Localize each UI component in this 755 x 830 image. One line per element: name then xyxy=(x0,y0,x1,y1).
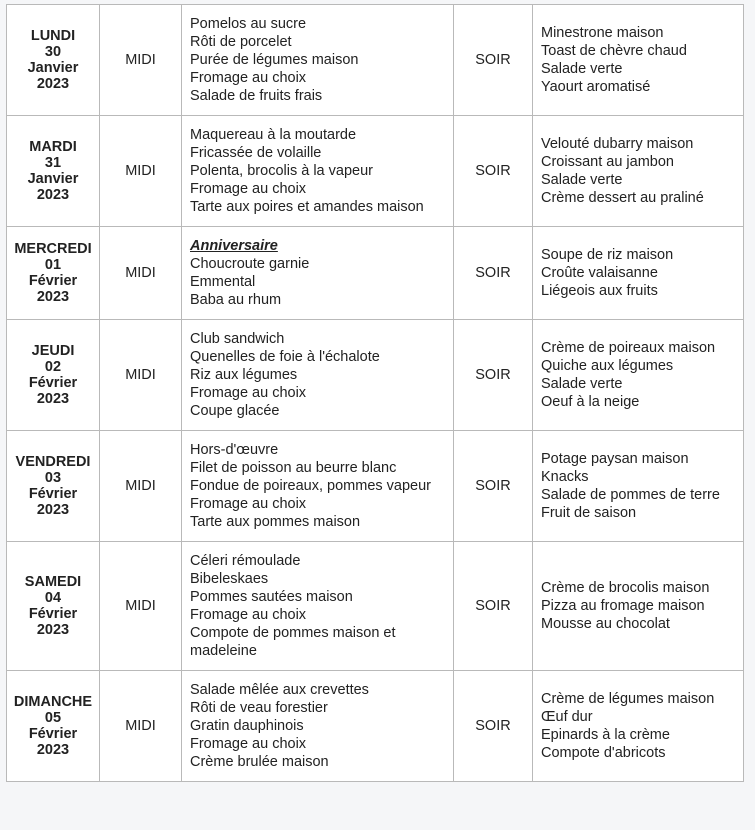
dish-item: Fondue de poireaux, pommes vapeur xyxy=(190,478,432,494)
lunch-dishes xyxy=(182,671,454,782)
dish-item: Mousse au chocolat xyxy=(541,616,670,632)
dish-item: Croissant au jambon xyxy=(541,154,674,170)
dish-item: Fromage au choix xyxy=(190,496,307,512)
dish-item: Coupe glacée xyxy=(190,403,280,419)
dish-item: Crème brulée maison xyxy=(190,754,329,770)
dish-item: Baba au rhum xyxy=(190,292,282,308)
dish-item: Emmental xyxy=(190,274,256,290)
dish-item: Potage paysan maison xyxy=(541,451,689,467)
dish-item: Fricassée de volaille xyxy=(190,145,322,161)
dish-item: Maquereau à la moutarde xyxy=(190,127,357,143)
weekly-menu-table xyxy=(6,4,744,782)
day-date-cell xyxy=(7,5,100,116)
day-number: 31 xyxy=(44,155,62,171)
weekday-label: MARDI xyxy=(29,139,77,155)
year-label: 2023 xyxy=(36,187,70,203)
dish-item: Compote d'abricots xyxy=(541,745,666,761)
lunch-label: MIDI xyxy=(100,5,182,116)
dish-item: Salade verte xyxy=(541,172,623,188)
day-row-dimanche xyxy=(7,671,744,782)
lunch-label: MIDI xyxy=(100,116,182,227)
dish-item: Salade de fruits frais xyxy=(190,88,323,104)
dinner-label: SOIR xyxy=(454,542,533,671)
dish-item: Œuf dur xyxy=(541,709,593,725)
dish-item: Croûte valaisanne xyxy=(541,265,658,281)
dinner-label: SOIR xyxy=(454,227,533,320)
month-label: Février xyxy=(28,486,78,502)
day-date-cell xyxy=(7,116,100,227)
year-label: 2023 xyxy=(36,742,70,758)
dish-item: Knacks xyxy=(541,469,589,485)
day-date-cell xyxy=(7,320,100,431)
year-label: 2023 xyxy=(36,622,70,638)
dish-item: Salade mêlée aux crevettes xyxy=(190,682,369,698)
day-row-jeudi xyxy=(7,320,744,431)
lunch-dishes xyxy=(182,5,454,116)
dish-item: Riz aux légumes xyxy=(190,367,298,383)
special-occasion-label: Anniversaire xyxy=(190,238,278,254)
dinner-dishes xyxy=(533,431,744,542)
dish-item: Pommes sautées maison xyxy=(190,589,353,605)
dish-item: Hors-d'œuvre xyxy=(190,442,279,458)
dish-item: Fromage au choix xyxy=(190,181,307,197)
lunch-dishes xyxy=(182,116,454,227)
dish-item: Quiche aux légumes xyxy=(541,358,674,374)
dinner-label: SOIR xyxy=(454,320,533,431)
day-number: 02 xyxy=(44,359,62,375)
month-label: Février xyxy=(28,606,78,622)
lunch-label: MIDI xyxy=(100,320,182,431)
month-label: Février xyxy=(28,273,78,289)
day-row-vendredi xyxy=(7,431,744,542)
weekday-label: MERCREDI xyxy=(14,241,92,257)
dinner-dishes xyxy=(533,116,744,227)
dish-item: Crème de légumes maison xyxy=(541,691,715,707)
dinner-label: SOIR xyxy=(454,116,533,227)
month-label: Février xyxy=(28,375,78,391)
dinner-label: SOIR xyxy=(454,5,533,116)
day-row-mardi xyxy=(7,116,744,227)
lunch-dishes xyxy=(182,542,454,671)
day-row-samedi xyxy=(7,542,744,671)
weekday-label: SAMEDI xyxy=(24,574,82,590)
day-number: 01 xyxy=(44,257,62,273)
year-label: 2023 xyxy=(36,289,70,305)
dinner-label: SOIR xyxy=(454,671,533,782)
dish-item: Oeuf à la neige xyxy=(541,394,640,410)
dish-item: Yaourt aromatisé xyxy=(541,79,651,95)
dish-item: Soupe de riz maison xyxy=(541,247,674,263)
month-label: Janvier xyxy=(27,60,79,76)
lunch-label: MIDI xyxy=(100,431,182,542)
year-label: 2023 xyxy=(36,76,70,92)
day-number: 30 xyxy=(44,44,62,60)
dish-item: Salade verte xyxy=(541,376,623,392)
weekday-label: LUNDI xyxy=(30,28,76,44)
dish-item: Toast de chèvre chaud xyxy=(541,43,687,59)
lunch-dishes xyxy=(182,431,454,542)
dinner-label: SOIR xyxy=(454,431,533,542)
dish-item: Bibeleskaes xyxy=(190,571,269,587)
dish-item: Salade verte xyxy=(541,61,623,77)
day-date-cell xyxy=(7,227,100,320)
month-label: Janvier xyxy=(27,171,79,187)
weekday-label: JEUDI xyxy=(31,343,75,359)
year-label: 2023 xyxy=(36,502,70,518)
dish-item: Crème de poireaux maison xyxy=(541,340,716,356)
weekday-label: DIMANCHE xyxy=(13,694,93,710)
dish-item: Filet de poisson au beurre blanc xyxy=(190,460,397,476)
dish-item: Compote de pommes maison et madeleine xyxy=(190,625,396,659)
lunch-dishes xyxy=(182,227,454,320)
lunch-label: MIDI xyxy=(100,542,182,671)
dish-item: Rôti de veau forestier xyxy=(190,700,328,716)
dinner-dishes xyxy=(533,5,744,116)
dish-item: Liégeois aux fruits xyxy=(541,283,658,299)
dish-item: Rôti de porcelet xyxy=(190,34,292,50)
year-label: 2023 xyxy=(36,391,70,407)
day-number: 04 xyxy=(44,590,62,606)
dish-item: Velouté dubarry maison xyxy=(541,136,694,152)
lunch-label: MIDI xyxy=(100,671,182,782)
dish-item: Crème dessert au praliné xyxy=(541,190,704,206)
dish-item: Crème de brocolis maison xyxy=(541,580,710,596)
day-row-mercredi xyxy=(7,227,744,320)
dish-item: Minestrone maison xyxy=(541,25,664,41)
dish-item: Tarte aux pommes maison xyxy=(190,514,361,530)
dish-item: Fromage au choix xyxy=(190,607,307,623)
dish-item: Choucroute garnie xyxy=(190,256,310,272)
day-number: 05 xyxy=(44,710,62,726)
dish-item: Pizza au fromage maison xyxy=(541,598,705,614)
dish-item: Céleri rémoulade xyxy=(190,553,301,569)
day-date-cell xyxy=(7,671,100,782)
dish-item: Purée de légumes maison xyxy=(190,52,359,68)
dish-item: Fruit de saison xyxy=(541,505,637,521)
day-date-cell xyxy=(7,431,100,542)
dish-item: Fromage au choix xyxy=(190,736,307,752)
dish-item: Fromage au choix xyxy=(190,70,307,86)
dish-item: Gratin dauphinois xyxy=(190,718,304,734)
dish-item: Epinards à la crème xyxy=(541,727,670,743)
month-label: Février xyxy=(28,726,78,742)
dish-item: Polenta, brocolis à la vapeur xyxy=(190,163,373,179)
dish-item: Quenelles de foie à l'échalote xyxy=(190,349,380,365)
weekday-label: VENDREDI xyxy=(15,454,91,470)
dinner-dishes xyxy=(533,227,744,320)
dish-item: Salade de pommes de terre xyxy=(541,487,720,503)
lunch-dishes xyxy=(182,320,454,431)
dish-item: Pomelos au sucre xyxy=(190,16,307,32)
day-date-cell xyxy=(7,542,100,671)
dinner-dishes xyxy=(533,320,744,431)
lunch-label: MIDI xyxy=(100,227,182,320)
dish-item: Club sandwich xyxy=(190,331,285,347)
day-row-lundi xyxy=(7,5,744,116)
dish-item: Fromage au choix xyxy=(190,385,307,401)
dinner-dishes xyxy=(533,542,744,671)
day-number: 03 xyxy=(44,470,62,486)
dinner-dishes xyxy=(533,671,744,782)
dish-item: Tarte aux poires et amandes maison xyxy=(190,199,424,215)
